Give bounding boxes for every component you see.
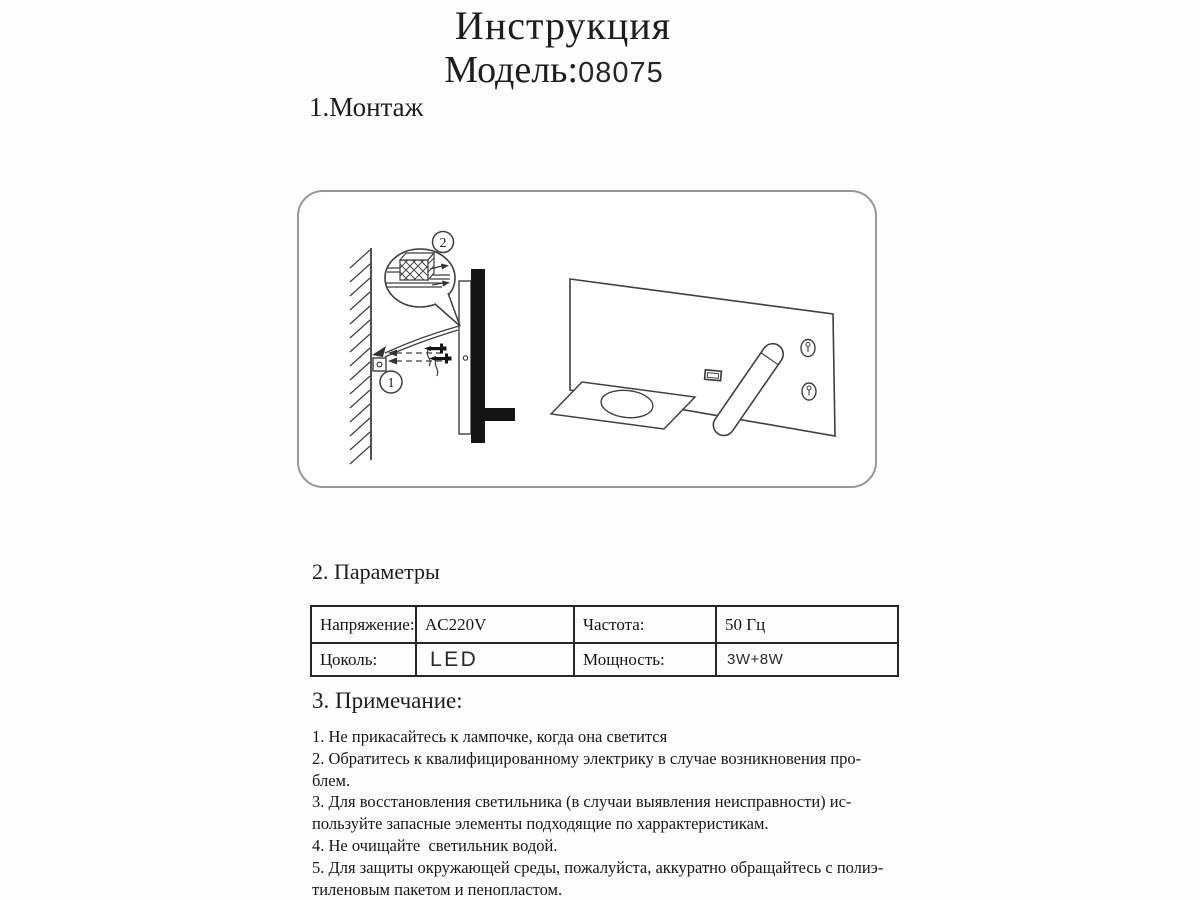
note-line: пользуйте запасные элементы подходящие по харрактеристикам. (312, 814, 769, 834)
cable-clip-curves (427, 350, 437, 376)
model-number: 08075 (578, 57, 664, 89)
param-value-power: 3W+8W (727, 651, 784, 668)
param-label-voltage: Напряжение: (312, 607, 417, 644)
wall-bracket (372, 346, 386, 371)
lamp-front-view (551, 279, 835, 440)
param-label-socket: Цоколь: (312, 644, 417, 675)
model-label: Модель: (444, 49, 579, 91)
note-line: тиленовым пакетом и пенопластом. (312, 879, 563, 899)
note-line: 3. Для восстановления светильника (в случаи выявления неисправности) ис- (312, 792, 852, 812)
callout-1-number: 1 (387, 376, 395, 391)
lamp-side-view (459, 269, 515, 443)
note-line: 5. Для защиты окружающей среды, пожалуйста, аккуратно обращайтесь с полиэ- (312, 857, 884, 877)
param-label-power: Мощность: (575, 644, 717, 675)
callout-2 (433, 232, 454, 253)
note-line: 1. Не прикасайтесь к лампочке, когда она светится (312, 727, 668, 746)
screw-icon (429, 354, 452, 364)
page-title: Инструкция (454, 3, 672, 48)
note-line: 4. Не очищайте светильник водой. (312, 835, 558, 855)
param-value-socket: LED (417, 644, 575, 675)
mounting-diagram (297, 190, 877, 488)
terminal-block-icon (400, 253, 434, 280)
toggle-switch-icon (802, 383, 816, 400)
section-heading-montage: 1.Монтаж (309, 92, 424, 122)
mounting-diagram-drawing (299, 192, 875, 486)
toggle-switch-icon (801, 340, 815, 357)
wall-section (350, 248, 371, 464)
note-line: блем. (312, 770, 351, 790)
model-line (444, 51, 663, 90)
notes-list (312, 726, 883, 900)
parameters-table (310, 605, 899, 677)
usb-port (705, 370, 722, 381)
terminal-detail-balloon (385, 249, 460, 326)
param-value-voltage: AC220V (417, 607, 575, 644)
callout-2-number: 2 (439, 236, 447, 251)
note-line: 2. Обратитесь к квалифицированному электрику в случае возникновения про- (312, 748, 862, 768)
param-value-frequency: 50 Гц (717, 607, 897, 644)
callout-1 (380, 371, 402, 393)
section-heading-parameters: 2. Параметры (312, 559, 440, 584)
section-heading-notes: 3. Примечание: (312, 688, 463, 713)
param-label-frequency: Частота: (575, 607, 717, 644)
